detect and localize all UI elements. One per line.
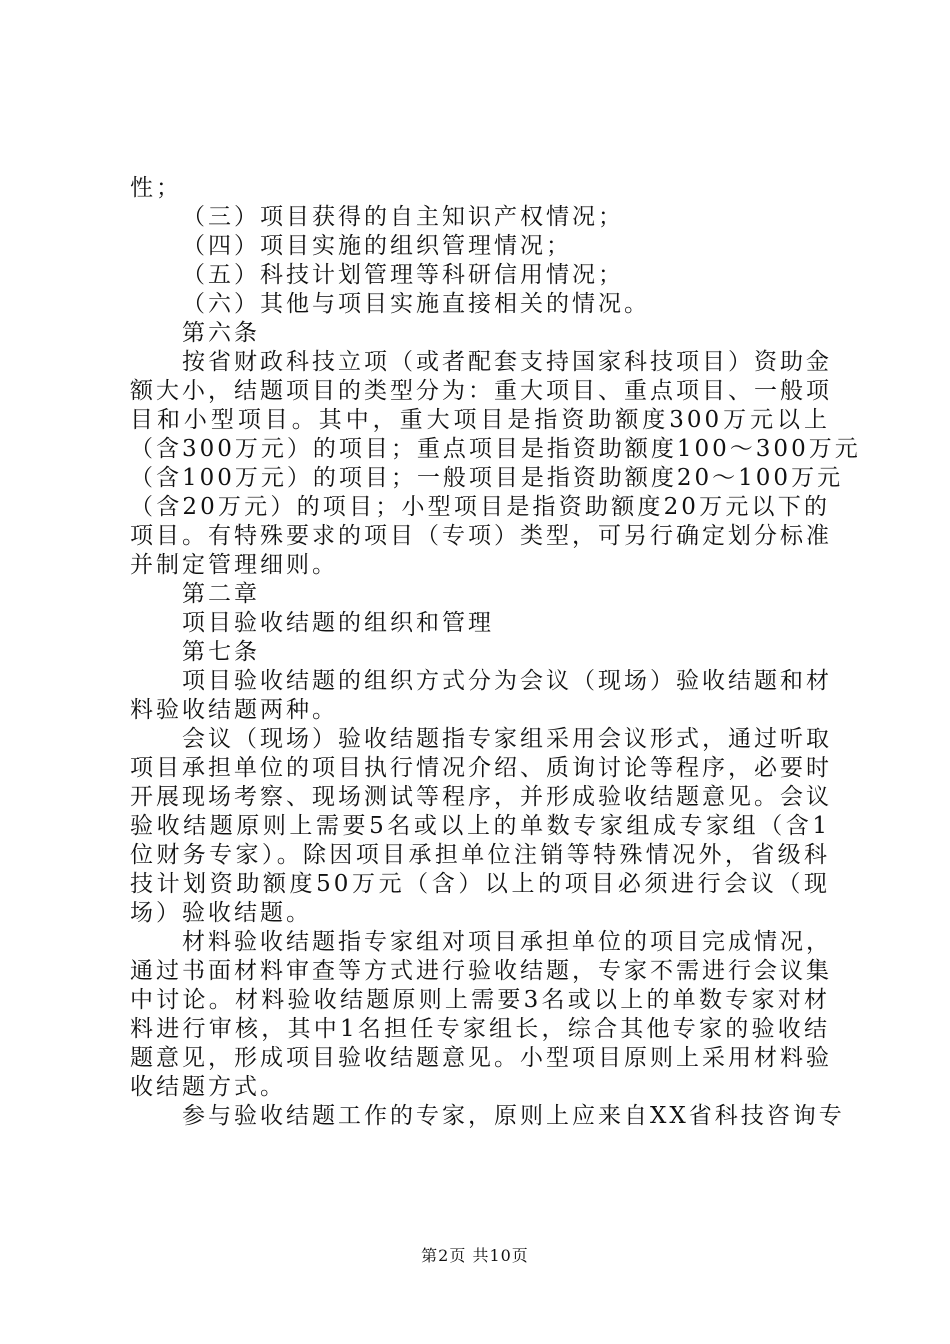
text-line: 开展现场考察、现场测试等程序，并形成验收结题意见。会议 bbox=[130, 784, 832, 810]
article-heading: 第六条 bbox=[182, 320, 260, 346]
text-line: 位财务专家）。除因项目承担单位注销等特殊情况外，省级科 bbox=[130, 842, 830, 868]
list-item: （四）项目实施的组织管理情况； bbox=[182, 233, 572, 259]
text-line: 项目验收结题的组织方式分为会议（现场）验收结题和材 bbox=[182, 668, 832, 694]
text-line: 中讨论。材料验收结题原则上需要3名或以上的单数专家对材 bbox=[130, 987, 830, 1013]
list-item: （五）科技计划管理等科研信用情况； bbox=[182, 262, 624, 288]
text-line: 技计划资助额度50万元（含）以上的项目必须进行会议（现 bbox=[130, 871, 830, 897]
chapter-title: 项目验收结题的组织和管理 bbox=[182, 610, 494, 636]
text-line: 题意见，形成项目验收结题意见。小型项目原则上采用材料验 bbox=[130, 1045, 832, 1071]
text-line: 收结题方式。 bbox=[130, 1074, 286, 1100]
text-line: 项目。有特殊要求的项目（专项）类型，可另行确定划分标准 bbox=[130, 523, 832, 549]
chapter-heading: 第二章 bbox=[182, 581, 260, 607]
text-line: 性； bbox=[130, 175, 182, 201]
text-line: 目和小型项目。其中，重大项目是指资助额度300万元以上 bbox=[130, 407, 830, 433]
text-line: 验收结题原则上需要5名或以上的单数专家组成专家组（含1 bbox=[130, 813, 830, 839]
text-line: 会议（现场）验收结题指专家组采用会议形式，通过听取 bbox=[182, 726, 832, 752]
text-line: 参与验收结题工作的专家，原则上应来自XX省科技咨询专 bbox=[182, 1103, 845, 1129]
page-number-footer: 第2页 共10页 bbox=[421, 1246, 529, 1265]
text-line: （含20万元）的项目；小型项目是指资助额度20万元以下的 bbox=[130, 494, 830, 520]
list-item: （三）项目获得的自主知识产权情况； bbox=[182, 204, 624, 230]
text-line: （含100万元）的项目；一般项目是指资助额度20～100万元 bbox=[130, 465, 844, 491]
text-line: 按省财政科技立项（或者配套支持国家科技项目）资助金 bbox=[182, 349, 832, 375]
text-line: 料进行审核，其中1名担任专家组长，综合其他专家的验收结 bbox=[130, 1016, 830, 1042]
text-line: 材料验收结题指专家组对项目承担单位的项目完成情况， bbox=[182, 929, 832, 955]
text-line: 场）验收结题。 bbox=[130, 900, 312, 926]
document-body bbox=[130, 174, 861, 1131]
article-heading: 第七条 bbox=[182, 639, 260, 665]
text-line: 料验收结题两种。 bbox=[130, 697, 338, 723]
text-line: 额大小，结题项目的类型分为：重大项目、重点项目、一般项 bbox=[130, 378, 832, 404]
text-line: 并制定管理细则。 bbox=[130, 552, 338, 578]
text-line: （含300万元）的项目；重点项目是指资助额度100～300万元 bbox=[130, 436, 861, 462]
list-item: （六）其他与项目实施直接相关的情况。 bbox=[182, 291, 650, 317]
text-line: 通过书面材料审查等方式进行验收结题，专家不需进行会议集 bbox=[130, 958, 832, 984]
text-line: 项目承担单位的项目执行情况介绍、质询讨论等程序，必要时 bbox=[130, 755, 832, 781]
